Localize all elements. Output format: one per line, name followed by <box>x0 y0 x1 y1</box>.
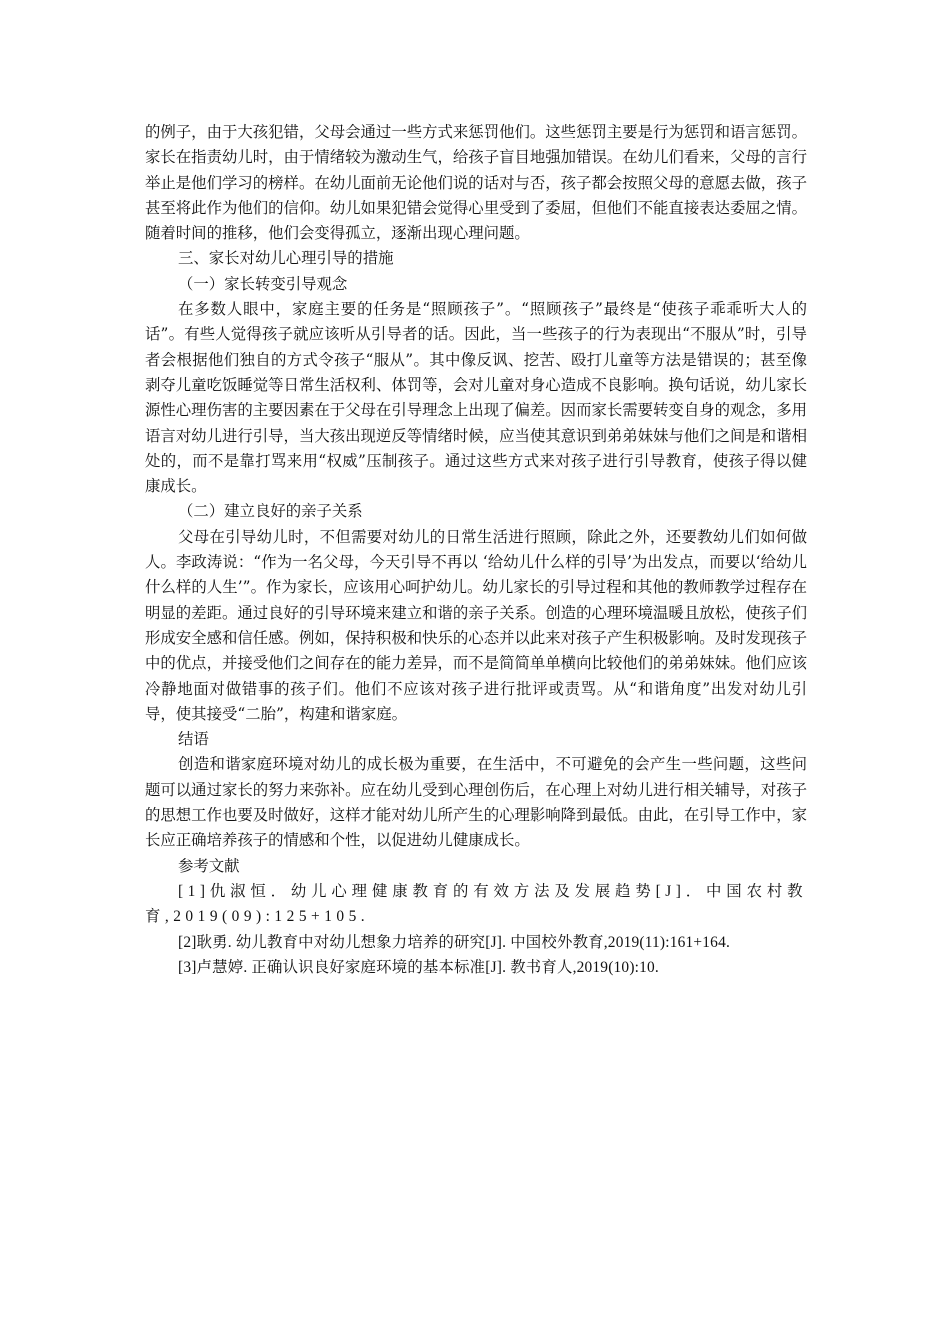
body-paragraph-sub2: 父母在引导幼儿时，不但需要对幼儿的日常生活进行照顾，除此之外，还要教幼儿们如何做人。李政涛说：“作为一名父母，今天引导不再以 ‘给幼儿什么样的引导’为出发点，而要以‘给幼儿什么样的人生’”。作为家长，应该用心呵护幼儿。幼儿家长的引导过程和其他的教师教学过程存在明显的差距。通过良好的引导环境来建立和谐的亲子关系。创造的心理环境温暖且放松，使孩子们形成安全感和信任感。例如，保持积极和快乐的心态并以此来对孩子产生积极影响。及时发现孩子中的优点，并接受他们之间存在的能力差异，而不是简简单单横向比较他们的弟弟妹妹。他们应该冷静地面对做错事的孩子们。他们不应该对孩子进行批评或责骂。从“和谐角度”出发对幼儿引导，使其接受“二胎”，构建和谐家庭。 <box>145 527 807 723</box>
body-paragraph-intro: 的例子，由于大孩犯错，父母会通过一些方式来惩罚他们。这些惩罚主要是行为惩罚和语言惩罚。家长在指责幼儿时，由于情绪较为激动生气，给孩子盲目地强加错误。在幼儿们看来，父母的言行举止是他们学习的榜样。在幼儿面前无论他们说的话对与否，孩子都会按照父母的意愿去做，孩子甚至将此作为他们的信仰。幼儿如果犯错会觉得心里受到了委屈，但他们不能直接表达委屈之情。随着时间的推移，他们会变得孤立，逐渐出现心理问题。 <box>145 123 807 243</box>
subsection-heading-1: （一）家长转变引导观念 <box>178 274 348 293</box>
conclusion-heading: 结语 <box>178 730 209 749</box>
reference-item-1: [1]仇淑恒．幼儿心理健康教育的有效方法及发展趋势[J]．中国农村教育,2019(09):125+105. <box>145 882 807 926</box>
section-heading-3: 三、家长对幼儿心理引导的措施 <box>178 249 394 268</box>
document-page <box>145 120 807 980</box>
body-paragraph-sub1: 在多数人眼中，家庭主要的任务是“照顾孩子”。“照顾孩子”最终是“使孩子乖乖听大人的话”。有些人觉得孩子就应该听从引导者的话。因此，当一些孩子的行为表现出“不服从”时，引导者会根据他们独自的方式令孩子“服从”。其中像反讽、挖苦、殴打儿童等方法是错误的；甚至像剥夺儿童吃饭睡觉等日常生活权利、体罚等，会对儿童对身心造成不良影响。换句话说，幼儿家长源性心理伤害的主要因素在于父母在引导理念上出现了偏差。因而家长需要转变自身的观念，多用语言对幼儿进行引导，当大孩出现逆反等情绪时候，应当使其意识到弟弟妹妹与他们之间是和谐相处的，而不是靠打骂来用“权威”压制孩子。通过这些方式来对孩子进行引导教育，使孩子得以健康成长。 <box>145 300 807 496</box>
references-heading: 参考文献 <box>178 856 240 875</box>
reference-item-2: [2]耿勇. 幼儿教育中对幼儿想象力培养的研究[J]. 中国校外教育,2019(11):161+164. <box>178 933 731 951</box>
reference-item-3: [3]卢慧婷. 正确认识良好家庭环境的基本标准[J]. 教书育人,2019(10):10. <box>178 958 659 976</box>
body-paragraph-conclusion: 创造和谐家庭环境对幼儿的成长极为重要，在生活中，不可避免的会产生一些问题，这些问题可以通过家长的努力来弥补。应在幼儿受到心理创伤后，在心理上对幼儿进行相关辅导，对孩子的思想工作也要及时做好，这样才能对幼儿所产生的心理影响降到最低。由此，在引导工作中，家长应正确培养孩子的情感和个性，以促进幼儿健康成长。 <box>145 755 807 850</box>
subsection-heading-2: （二）建立良好的亲子关系 <box>178 502 363 521</box>
